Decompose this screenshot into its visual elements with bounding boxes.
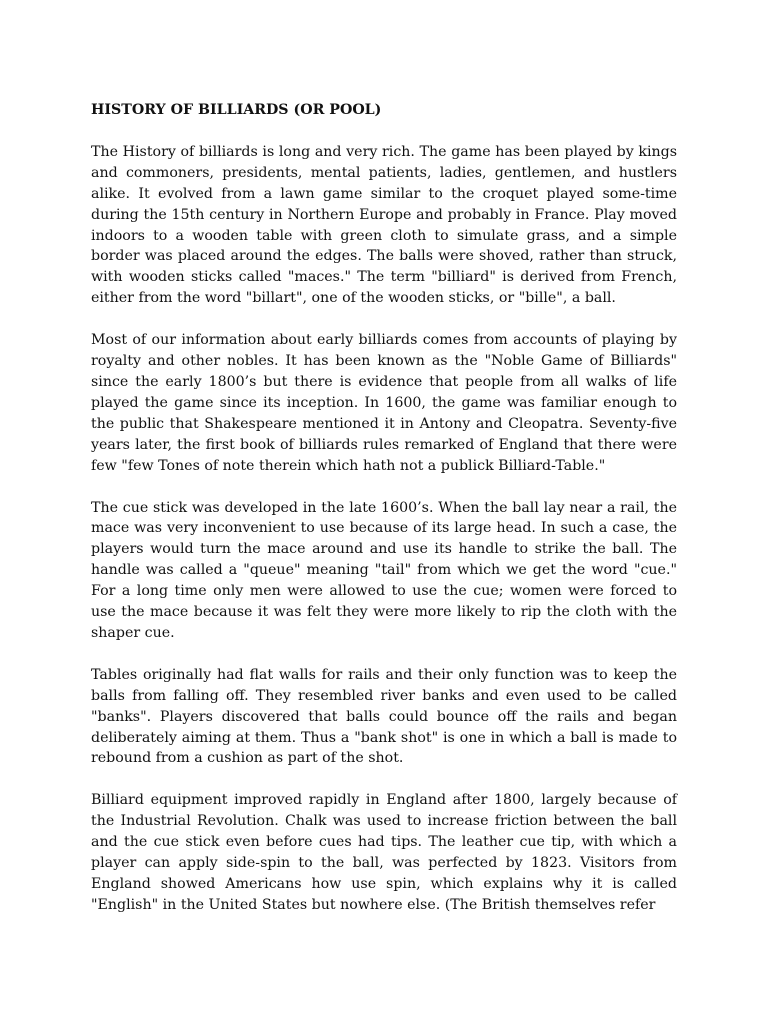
- document-page: [91, 100, 677, 937]
- paragraph-tables-rails: Tables originally had flat walls for rails and their only function was to keep the balls from falling off. They resembled river banks and even used to be called "banks". Players discovered that balls could bounce off the rails and began deliberately aiming at them. Thus a "bank shot" is one in which a ball is made to rebound from a cushion as part of the shot.: [91, 666, 677, 767]
- document-title: HISTORY OF BILLIARDS (OR POOL): [91, 102, 382, 118]
- paragraph-nobles: Most of our information about early billiards comes from accounts of playing by royalty and other nobles. It has been known as the "Noble Game of Billiards" since the early 1800’s but there is evidence that people from all walks of life played the game since its inception. In 1600, the game was familiar enough to the public that Shakespeare mentioned it in Antony and Cleopatra. Seventy-five years later, the first book of billiards rules remarked of England that there were few "few Tones of note therein which hath not a publick Billiard-Table.": [91, 332, 677, 474]
- paragraph-equipment: Billiard equipment improved rapidly in England after 1800, largely because of the Industrial Revolution. Chalk was used to increase friction between the ball and the cue stick even before cues had tips. The leather cue tip, with which a player can apply side-spin to the ball, was perfected by 1823. Visitors from England showed Americans how use spin, which explains why it is called "English" in the United States but nowhere else. (The British themselves refer: [91, 792, 677, 913]
- paragraph-cue-stick: The cue stick was developed in the late 1600’s. When the ball lay near a rail, the mace was very inconvenient to use because of its large head. In such a case, the players would turn the mace around and use its handle to strike the ball. The handle was called a "queue" meaning "tail" from which we get the word "cue." For a long time only men were allowed to use the cue; women were forced to use the mace because it was felt they were more likely to rip the cloth with the shaper cue.: [91, 499, 677, 641]
- paragraph-origins: The History of billiards is long and very rich. The game has been played by kings and commoners, presidents, mental patients, ladies, gentlemen, and hustlers alike. It evolved from a lawn game similar to the croquet played some-time during the 15th century in Northern Europe and probably in France. Play moved indoors to a wooden table with green cloth to simulate grass, and a simple border was placed around the edges. The balls were shoved, rather than struck, with wooden sticks called "maces." The term "billiard" is derived from French, either from the word "billart", one of the wooden sticks, or "bille", a ball.: [91, 143, 677, 307]
